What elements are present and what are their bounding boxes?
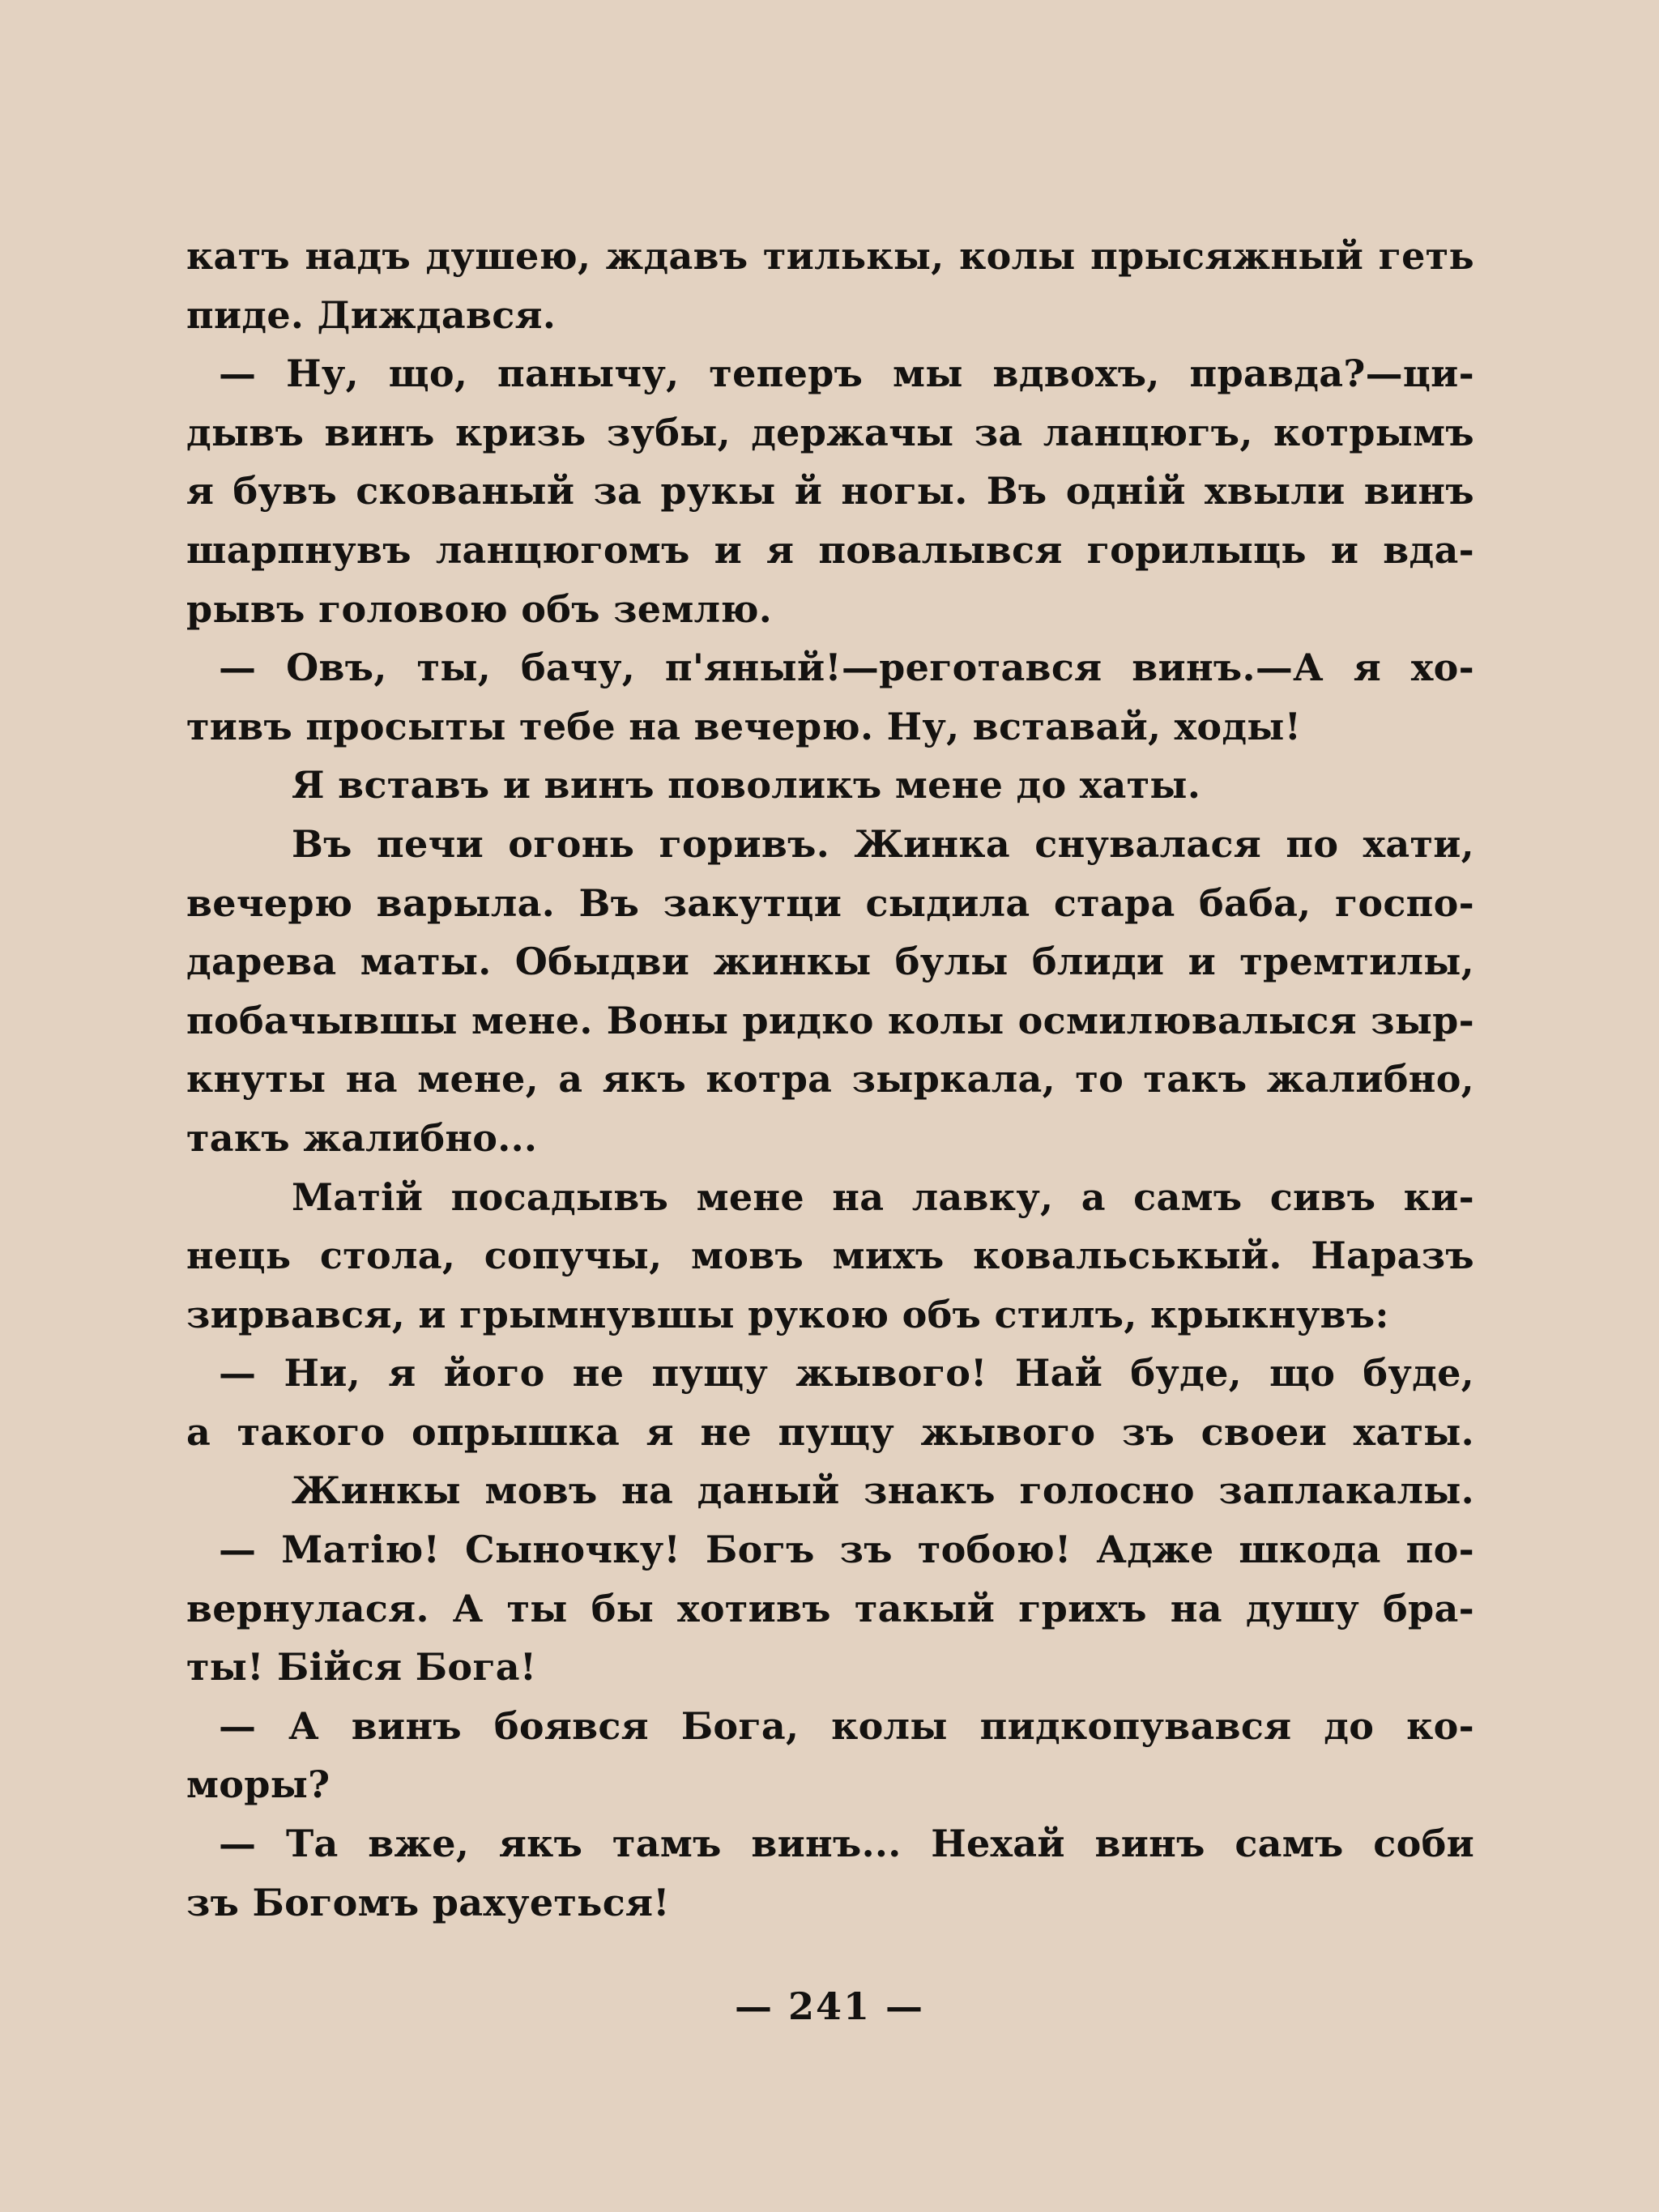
text-line: моры? <box>186 1762 331 1807</box>
text-line: ты! Бійся Бога! <box>186 1645 537 1690</box>
text-line: вернулася. А ты бы хотивъ такый грихъ на душу бра- <box>186 1586 1474 1630</box>
text-line: Жинкы мовъ на даный знакъ голосно заплакалы. <box>292 1468 1474 1513</box>
text-line: — Овъ, ты, бачу, п'яный!—реготався винъ.—А я хо- <box>219 646 1474 690</box>
text-line: тивъ просыты тебе на вечерю. Ну, вставай, ходы! <box>186 704 1302 748</box>
text-line: — Матію! Сыночку! Богъ зъ тобою! Адже шкода по- <box>219 1528 1474 1572</box>
text-line: такъ жалибно... <box>186 1115 538 1160</box>
page-number: — 241 — <box>734 1984 925 2028</box>
text-line: — Ну, що, панычу, теперъ мы вдвохъ, правда?—ци- <box>219 352 1474 396</box>
text-line: Въ печи огонь горивъ. Жинка снувалася по хати, <box>292 821 1474 866</box>
text-line: катъ надъ душею, ждавъ тилькы, колы прысяжный геть <box>186 234 1474 278</box>
text-block <box>186 227 1474 1932</box>
text-line: — А винъ боявся Бога, колы пидкопувався до ко- <box>219 1703 1474 1748</box>
text-line: зирвався, и грымнувшы рукою объ стилъ, крыкнувъ: <box>186 1292 1389 1336</box>
text-line: рывъ головою объ землю. <box>186 586 773 631</box>
text-line: а такого опрышка я не пущу жывого зъ своеи хаты. <box>186 1409 1474 1454</box>
text-line: Я вставъ и винъ поволикъ мене до хаты. <box>292 763 1201 808</box>
text-line: зъ Богомъ рахуеться! <box>186 1880 670 1924</box>
text-line: пиде. Диждався. <box>186 292 557 337</box>
text-line: — Ни, я його не пущу жывого! Най буде, що буде, <box>219 1351 1474 1396</box>
text-line: дарева маты. Обыдви жинкы булы блиди и тремтилы, <box>186 940 1474 984</box>
text-line: кнуты на мене, а якъ котра зыркала, то такъ жалибно, <box>186 1057 1474 1102</box>
text-line: побачывшы мене. Воны ридко колы осмилювалыся зыр- <box>186 998 1474 1042</box>
text-line: Матій посадывъ мене на лавку, а самъ сивъ ки- <box>292 1174 1474 1219</box>
text-line: дывъ винъ кризь зубы, держачы за ланцюгъ, котрымъ <box>186 410 1474 454</box>
text-line: шарпнувъ ланцюгомъ и я повалывся горилыць и вда- <box>186 527 1474 572</box>
text-line: я бувъ скованый за рукы й ногы. Въ одній хвыли винъ <box>186 469 1474 514</box>
text-line: — Та вже, якъ тамъ винъ... Нехай винъ самъ соби <box>219 1822 1474 1866</box>
text-line: нець стола, сопучы, мовъ михъ ковальськый. Наразъ <box>186 1234 1474 1278</box>
text-line: вечерю варыла. Въ закутци сыдила стара баба, госпо- <box>186 880 1474 925</box>
